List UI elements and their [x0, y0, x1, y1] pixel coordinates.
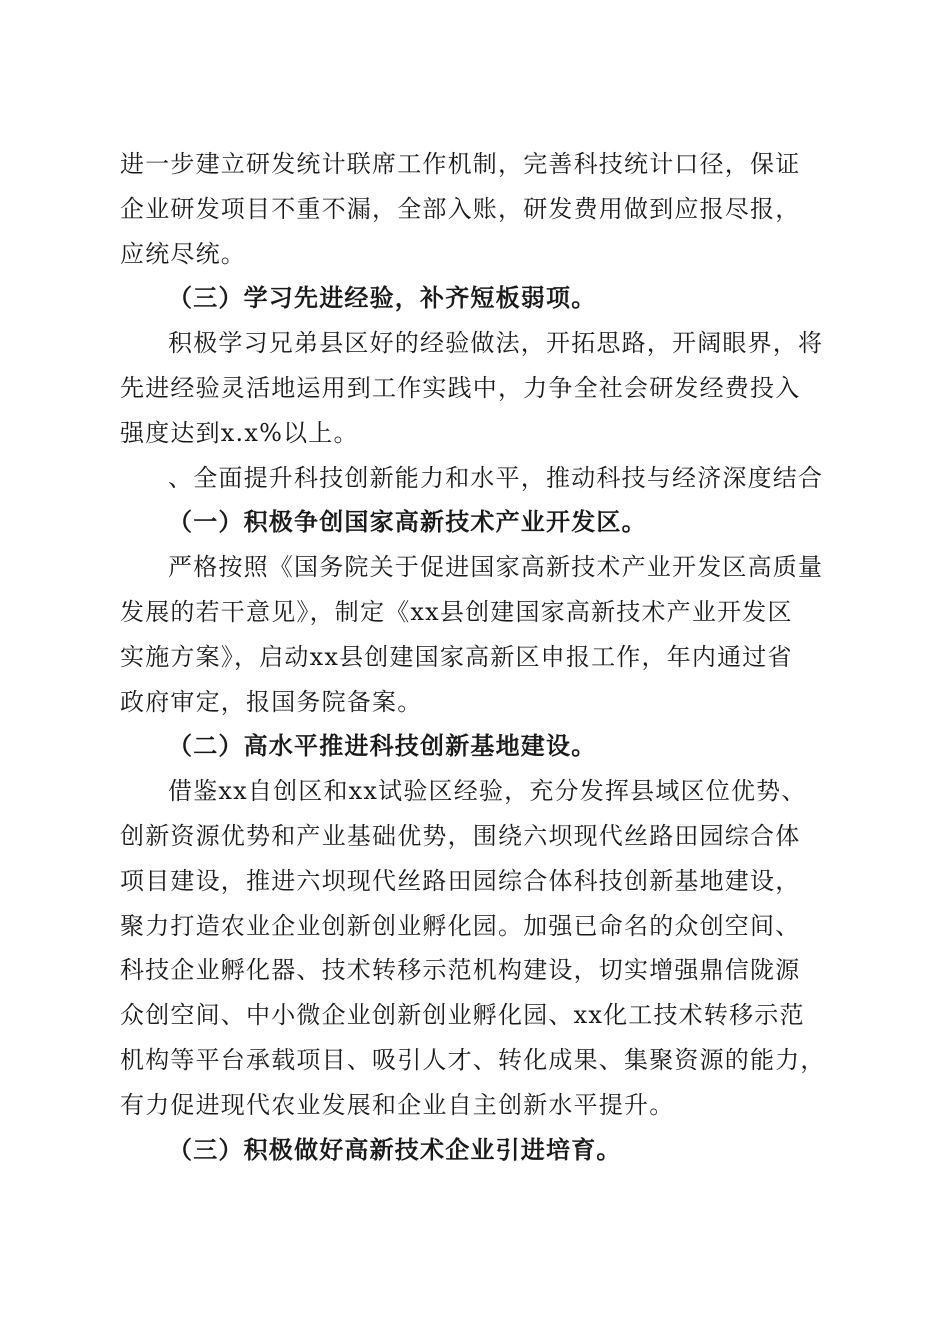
- heading-line: （二）高水平推进科技创新基地建设。: [168, 732, 597, 761]
- text-line: 企业研发项目不重不漏，全部入账，研发费用做到应报尽报，: [120, 194, 801, 223]
- text-line: 实施方案》，启动xx县创建国家高新区申报工作，年内通过省: [120, 642, 793, 671]
- text-line: 聚力打造农业企业创新创业孵化园。加强已命名的众创空间、: [120, 911, 801, 940]
- text-line: 应统尽统。: [120, 239, 246, 268]
- text-line: 严格按照《国务院关于促进国家高新技术产业开发区高质量: [168, 553, 824, 582]
- text-line: 发展的若干意见》，制定《xx县创建国家高新技术产业开发区: [120, 597, 793, 626]
- text-line: 、全面提升科技创新能力和水平，推动科技与经济深度结合: [168, 463, 824, 492]
- text-line: 众创空间、中小微企业创新创业孵化园、xx化工技术转移示范: [120, 1001, 805, 1030]
- section-heading-hightech-zone: [120, 500, 840, 545]
- text-line: 创新资源优势和产业基础优势，围绕六坝现代丝路田园综合体: [120, 821, 801, 850]
- paragraph-hightech-zone: [120, 545, 840, 724]
- paragraph-learn-experience: [120, 321, 840, 455]
- text-line: 机构等平台承载项目、吸引人才、转化成果、集聚资源的能力，: [120, 1045, 826, 1074]
- text-line: 进一步建立研发统计联席工作机制，完善科技统计口径，保证: [120, 150, 801, 178]
- text-line: 有力促进现代农业发展和企业自主创新水平提升。: [120, 1090, 675, 1119]
- chapter-title-innovation: [120, 456, 840, 501]
- heading-line: （三）积极做好高新技术企业引进培育。: [168, 1135, 622, 1164]
- section-heading-learn-experience: [120, 276, 840, 321]
- text-line: 项目建设，推进六坝现代丝路田园综合体科技创新基地建设，: [120, 866, 801, 895]
- heading-line: （一）积极争创国家高新技术产业开发区。: [168, 508, 647, 537]
- section-heading-innovation-base: [120, 724, 840, 769]
- text-line: 强度达到x.x%以上。: [120, 418, 359, 447]
- text-line: 积极学习兄弟县区好的经验做法，开拓思路，开阔眼界，将: [168, 329, 824, 358]
- paragraph-innovation-base: [120, 769, 840, 1127]
- document-body: [120, 142, 840, 1172]
- heading-line: （三）学习先进经验，补齐短板弱项。: [168, 284, 597, 313]
- text-line: 先进经验灵活地运用到工作实践中，力争全社会研发经费投入: [120, 373, 801, 402]
- text-line: 借鉴xx自创区和xx试验区经验，充分发挥县域区位优势、: [168, 777, 807, 806]
- text-line: 政府审定，报国务院备案。: [120, 687, 423, 716]
- paragraph-rd-statistics: [120, 142, 840, 276]
- text-line: 科技企业孵化器、技术转移示范机构建设，切实增强鼎信陇源: [120, 956, 801, 985]
- section-heading-hightech-enterprises: [120, 1128, 840, 1173]
